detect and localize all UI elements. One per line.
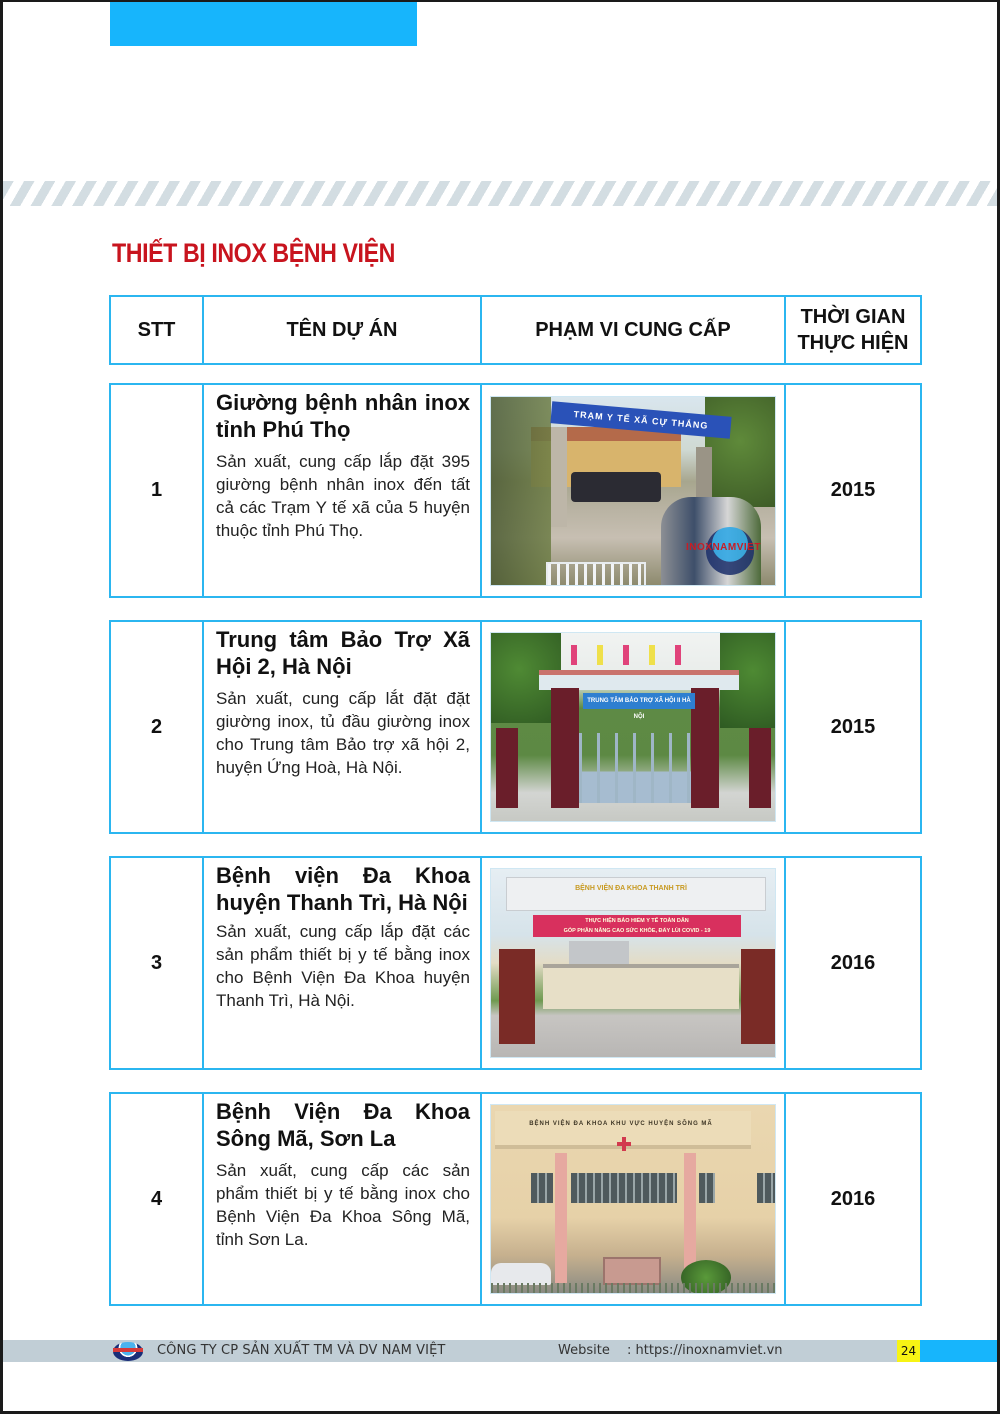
row-stt-cell <box>111 858 204 1068</box>
row-project-cell <box>204 385 482 596</box>
decorative-stripe-band <box>3 181 997 206</box>
row-year: 2015 <box>830 479 876 501</box>
row-stt: 1 <box>150 479 163 501</box>
footer-website-label: Website <box>558 1343 610 1358</box>
header-project-name <box>204 297 482 363</box>
project-photo <box>490 1104 776 1294</box>
row-year: 2015 <box>830 715 876 738</box>
table-row <box>109 620 922 834</box>
photo-sign-text: TRẠM Y TẾ XÃ CỰ THẮNG <box>550 401 731 439</box>
row-project-cell <box>204 622 482 832</box>
row-year-cell <box>786 1094 920 1304</box>
row-year: 2016 <box>830 951 876 974</box>
project-description: Sản xuất, cung cấp lắp đặt các sản phẩm thiết bị y tế bằng inox cho Bệnh Viện Đa Khoa huyện Thanh Trì, Hà Nội. <box>216 922 470 1010</box>
row-year-cell <box>786 622 920 832</box>
header-project-name-label: TÊN DỰ ÁN <box>286 319 398 341</box>
project-description: Sản xuất, cung cấp lắp đặt 395 giường bệnh nhân inox đến tất cả các Trạm Y tế xã của 5 huyện thuộc tỉnh Phú Thọ. <box>216 452 470 540</box>
header-time-line1: THỜI GIAN <box>800 306 906 328</box>
row-stt: 2 <box>150 715 163 738</box>
photo-sign-text: BỆNH VIỆN ĐA KHOA THANH TRÌ <box>575 885 687 892</box>
project-title: Bệnh Viện Đa Khoa Sông Mã, Sơn La <box>216 1099 470 1151</box>
project-description: Sản xuất, cung cấp lắt đặt đặt giường inox, tủ đầu giường inox cho Trung tâm Bảo trợ xã hội 2, huyện Ứng Hoà, Hà Nội. <box>216 689 470 777</box>
row-stt-cell <box>111 385 204 596</box>
header-scope-label: PHẠM VI CUNG CẤP <box>535 319 731 341</box>
header-scope <box>482 297 786 363</box>
project-photo <box>490 868 776 1058</box>
header-stt <box>111 297 204 363</box>
section-title: THIẾT BỊ INOX BỆNH VIỆN <box>112 238 395 268</box>
footer-bar <box>3 1340 997 1362</box>
photo-sign-text: TRUNG TÂM BẢO TRỢ XÃ HỘI II HÀ NỘI <box>583 693 695 709</box>
photo-banner <box>533 915 741 937</box>
header-time <box>786 297 920 363</box>
footer-website-link[interactable]: : https://inoxnamviet.vn <box>627 1343 783 1358</box>
footer-accent-bar <box>920 1340 997 1362</box>
row-stt: 3 <box>150 951 163 974</box>
project-title: Giường bệnh nhân inox tỉnh Phú Thọ <box>216 390 470 442</box>
project-photo <box>490 632 776 822</box>
page-number: 24 <box>897 1340 920 1362</box>
header-time-line2: THỰC HIỆN <box>797 332 909 354</box>
row-stt-cell <box>111 1094 204 1304</box>
row-photo-cell <box>482 1094 786 1304</box>
header-accent-bar <box>110 2 417 46</box>
table-row <box>109 1092 922 1306</box>
table-row <box>109 856 922 1070</box>
row-project-cell <box>204 1094 482 1304</box>
row-stt: 4 <box>150 1187 163 1210</box>
row-year-cell <box>786 385 920 596</box>
project-photo <box>490 396 776 586</box>
table-header <box>109 295 922 365</box>
header-stt-label: STT <box>137 319 176 341</box>
project-title: Trung tâm Bảo Trợ Xã Hội 2, Hà Nội <box>216 627 470 679</box>
row-photo-cell <box>482 858 786 1068</box>
photo-watermark: INOXNAMVIET <box>686 541 761 553</box>
project-description: Sản xuất, cung cấp các sản phẩm thiết bị y tế bằng inox cho Bệnh Viện Đa Khoa Sông Mã, tỉnh Sơn La. <box>216 1161 470 1249</box>
photo-banner-line2: GÓP PHẦN NÂNG CAO SỨC KHỎE, ĐẨY LÙI COVID - 19 <box>563 928 711 934</box>
table-row <box>109 383 922 598</box>
row-year: 2016 <box>830 1187 876 1210</box>
row-photo-cell <box>482 385 786 596</box>
row-stt-cell <box>111 622 204 832</box>
photo-sign-text: BỆNH VIỆN ĐA KHOA KHU VỰC HUYỆN SÔNG MÃ <box>529 1121 713 1127</box>
row-photo-cell <box>482 622 786 832</box>
row-year-cell <box>786 858 920 1068</box>
photo-banner-line1: THỰC HIỆN BẢO HIỂM Y TẾ TOÀN DÂN <box>585 918 689 924</box>
red-cross-icon <box>617 1137 631 1151</box>
header-time-label <box>793 304 913 356</box>
project-title: Bệnh viện Đa Khoa huyện Thanh Trì, Hà Nội <box>216 863 470 915</box>
footer-company-name: CÔNG TY CP SẢN XUẤT TM VÀ DV NAM VIỆT <box>157 1343 446 1358</box>
row-project-cell <box>204 858 482 1068</box>
company-logo-band <box>113 1348 143 1352</box>
